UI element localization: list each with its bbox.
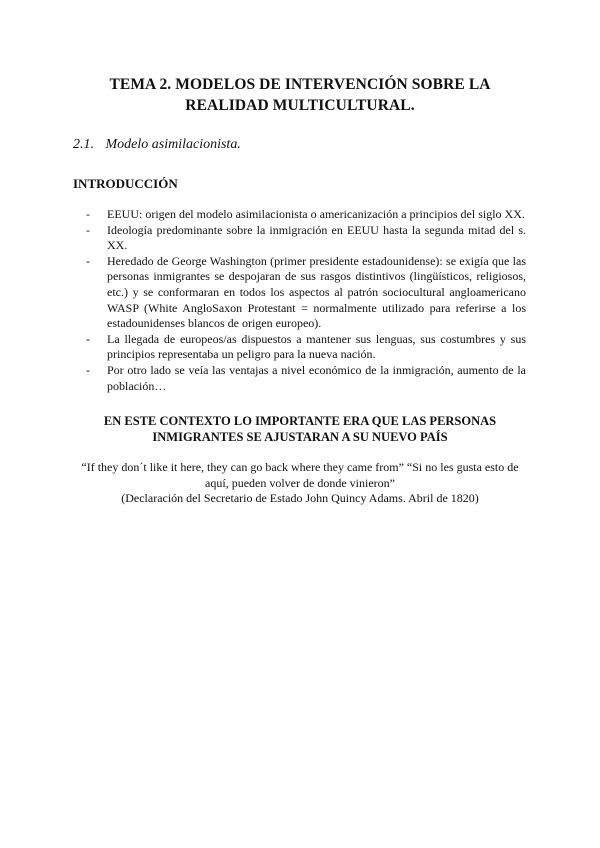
bullet-marker: - bbox=[86, 207, 90, 221]
bullet-text: Heredado de George Washington (primer presidente estadounidense): se exigía que las personas inmigrantes se despojaran de sus rasgos distintivos (lingüísticos, religiosos, etc.) y se conformaran en todos los aspectos al patrón sociocultural angloamericano WASP (White AngloSaxon Protestant = normalmente utilizado para referirse a los estadounidenses blancos de origen europeo). bbox=[107, 253, 526, 331]
bullet-marker: - bbox=[86, 362, 90, 377]
bullet-text: Por otro lado se veía las ventajas a nivel económico de la inmigración, aumento de la población… bbox=[107, 362, 526, 393]
bullet-text: Ideología predominante sobre la inmigración en EEUU hasta la segunda mitad del s. XX. bbox=[107, 222, 526, 253]
bullet-list bbox=[86, 207, 526, 394]
bullet-marker: - bbox=[86, 222, 90, 237]
quote-block bbox=[70, 460, 530, 507]
title-line-2: REALIDAD MULTICULTURAL. bbox=[185, 97, 415, 114]
list-item bbox=[86, 207, 526, 223]
list-item bbox=[86, 223, 526, 254]
quote-line-2: aquí, pueden volver de donde vinieron” bbox=[205, 475, 395, 490]
emphasis-line-2: INMIGRANTES SE AJUSTARAN A SU NUEVO PAÍS bbox=[152, 430, 448, 444]
emphasis-statement bbox=[80, 413, 520, 445]
emphasis-line-1: EN ESTE CONTEXTO LO IMPORTANTE ERA QUE LAS PERSONAS bbox=[103, 414, 497, 428]
section-number: 2.1. bbox=[73, 137, 94, 152]
list-item bbox=[86, 254, 526, 332]
bullet-text: La llegada de europeos/as dispuestos a mantener sus lenguas, sus costumbres y sus principios representaba un peligro para la nueva nación. bbox=[107, 331, 526, 362]
title-line-1: TEMA 2. MODELOS DE INTERVENCIÓN SOBRE LA bbox=[109, 76, 491, 93]
bullet-marker: - bbox=[86, 253, 90, 268]
quote-line-1: “If they don´t like it here, they can go back where they came from” “Si no les gusta esto de bbox=[81, 460, 519, 474]
intro-heading: INTRODUCCIÓN bbox=[73, 176, 178, 191]
quote-attribution: (Declaración del Secretario de Estado John Quincy Adams. Abril de 1820) bbox=[121, 491, 479, 506]
section-heading bbox=[73, 136, 241, 154]
bullet-text: EEUU: origen del modelo asimilacionista o americanización a principios del siglo XX. bbox=[107, 207, 525, 221]
list-item bbox=[86, 332, 526, 363]
page-title bbox=[60, 74, 540, 116]
section-title: Modelo asimilacionista. bbox=[105, 137, 241, 152]
bullet-marker: - bbox=[86, 331, 90, 346]
list-item bbox=[86, 363, 526, 394]
